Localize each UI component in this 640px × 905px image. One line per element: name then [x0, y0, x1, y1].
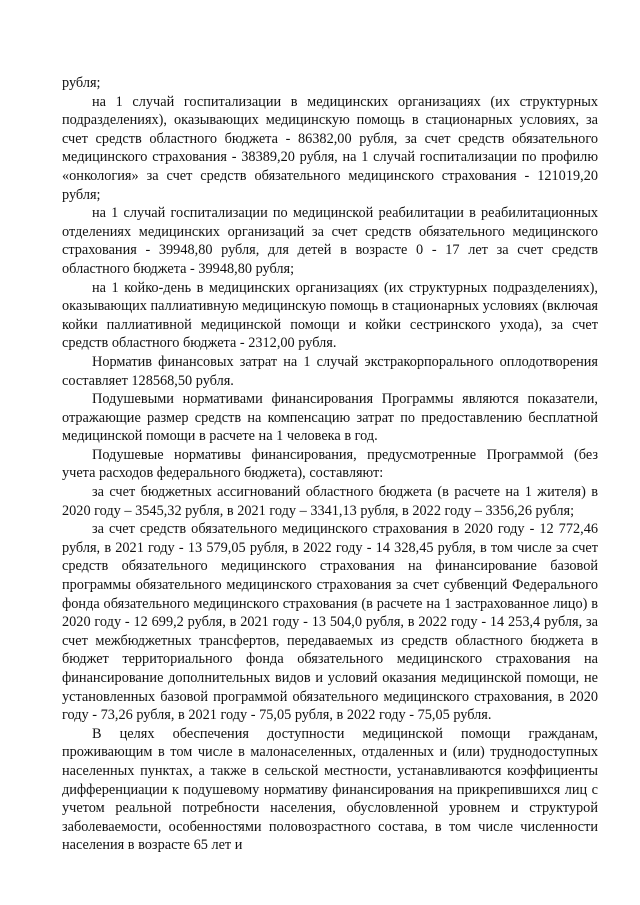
paragraph-continuation: рубля; — [62, 75, 101, 91]
paragraph-regional-budget-norm: за счет бюджетных ассигнований областного бюджета (в расчете на 1 жителя) в 2020 году – 3545,32 рубля, в 2021 году – 3341,13 рубля, в 2022 году – 3356,26 рубля; — [62, 484, 598, 519]
paragraph-hospitalization-cost: на 1 случай госпитализации в медицинских организациях (их структурных подразделениях), оказывающих медицинскую помощь в стационарных условиях, за счет средств областного бюджета - 86382,00 рубля, за счет средств обязательного медицинского страхования - 38389,20 рубля, на 1 случай госпитализации по профилю «онкология» за счет средств обязательного медицинского страхования - 121019,20 рубля; — [62, 93, 598, 203]
paragraph-per-capita-intro: Подушевые нормативы финансирования, предусмотренные Программой (без учета расходов федерального бюджета), составляют: — [62, 446, 598, 482]
paragraph-insurance-norm: за счет средств обязательного медицинского страхования в 2020 году - 12 772,46 рубля, в 2021 году - 13 579,05 рубля, в 2022 году - 14 328,45 рубля, в том числе за счет средств обязательного медицинского страхования на финансирование базовой программы обязательного медицинского страхования за счет субвенций Федерального фонда обязательного медицинского страхования (в расчете на 1 застрахованное лицо) в 2020 году - 12 699,2 рубля, в 2021 году - 13 504,0 рубля, в 2022 году - 14 253,4 рубля, за счет межбюджетных трансфертов, передаваемых из средств областного бюджета в бюджет территориального фонда обязательного медицинского страхования на финансирование дополнительных видов и условий оказания медицинской помощи, не установленных базовой программой обязательного медицинского страхования, в 2020 году - 73,26 рубля, в 2021 году - 75,05 рубля, в 2022 году - 75,05 рубля. — [62, 521, 598, 724]
document-page — [62, 74, 598, 855]
paragraph-differentiation-coefficients: В целях обеспечения доступности медицинской помощи гражданам, проживающим в том числе в малонаселенных, отдаленных и (или) труднодоступных населенных пунктах, а также в сельской местности, устанавливаются коэффициенты дифференциации к подушевому нормативу финансирования на прикрепившихся лиц с учетом реальной потребности населения, обусловленной уровнем и структурой заболеваемости, особенностями половозрастного состава, в том числе численности населения в возрасте 65 лет и — [62, 725, 598, 854]
paragraph-rehabilitation-cost: на 1 случай госпитализации по медицинской реабилитации в реабилитационных отделениях медицинских организаций за счет средств обязательного медицинского страхования - 39948,80 рубля, для детей в возрасте 0 - 17 лет за счет средств областного бюджета - 39948,80 рубля; — [62, 205, 598, 277]
paragraph-ivf-cost: Норматив финансовых затрат на 1 случай экстракорпорального оплодотворения составляет 128568,50 рубля. — [62, 353, 598, 389]
paragraph-palliative-cost: на 1 койко-день в медицинских организациях (их структурных подразделениях), оказывающих паллиативную медицинскую помощь в стационарных условиях (включая койки паллиативной медицинской помощи и койки сестринского ухода), за счет средств областного бюджета - 2312,00 рубля. — [62, 279, 598, 352]
paragraph-per-capita-definition: Подушевыми нормативами финансирования Программы являются показатели, отражающие размер средств на компенсацию затрат по предоставлению бесплатной медицинской помощи в расчете на 1 человека в год. — [62, 391, 598, 445]
